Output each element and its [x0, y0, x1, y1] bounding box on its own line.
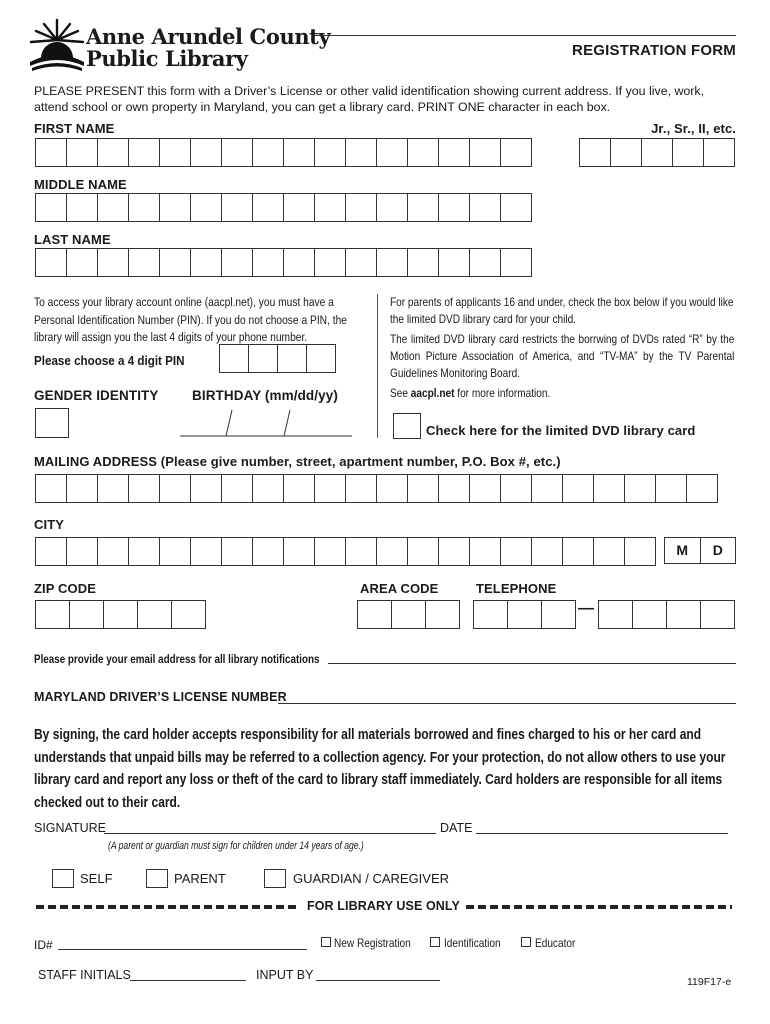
character-box[interactable]: [438, 474, 470, 503]
character-box[interactable]: [314, 248, 346, 277]
agreement-text: By signing, the card holder accepts responsibility for all materials borrowed and fines charged to his or her card and understands that unpaid bills may be referred to a collection agency. For your protection, do not allow others to use your library card and report any loss or theft of the card to library staff immediately. Card holders are responsible for all items checked out to their card.: [34, 727, 726, 811]
area-code-boxes[interactable]: [357, 600, 460, 629]
character-box[interactable]: [345, 193, 377, 222]
signature-label: SIGNATURE: [34, 821, 106, 835]
pin-label: Please choose a 4 digit PIN: [34, 354, 185, 368]
character-box[interactable]: [35, 537, 67, 566]
character-box[interactable]: [128, 537, 160, 566]
email-input-line[interactable]: [328, 663, 736, 664]
last-name-label: LAST NAME: [34, 232, 111, 247]
character-box[interactable]: [159, 248, 191, 277]
character-box[interactable]: [128, 248, 160, 277]
character-box[interactable]: [500, 248, 532, 277]
drivers-license-label: MARYLAND DRIVER’S LICENSE NUMBER: [34, 690, 287, 704]
character-box[interactable]: [438, 537, 470, 566]
column-divider: [377, 294, 378, 438]
character-box[interactable]: [66, 248, 98, 277]
character-box[interactable]: [407, 474, 439, 503]
character-box[interactable]: [306, 344, 336, 373]
character-box[interactable]: [531, 537, 563, 566]
character-box[interactable]: [666, 600, 701, 629]
character-box[interactable]: [562, 474, 594, 503]
id-line[interactable]: [58, 949, 307, 950]
character-box[interactable]: [35, 138, 67, 167]
guardian-label: GUARDIAN / CAREGIVER: [293, 871, 450, 886]
character-box[interactable]: [438, 193, 470, 222]
character-box[interactable]: [35, 193, 67, 222]
library-name-line2: Public Library: [86, 46, 248, 71]
character-box[interactable]: [598, 600, 633, 629]
phone-dash: —: [578, 600, 594, 617]
dvd-info-2: The limited DVD library card restricts the borrwing of DVDs rated “R” by the Motion Picture Association of America, and “TV-MA” by the TV Parental Guidelines Monitoring Board.: [390, 332, 735, 380]
character-box[interactable]: [500, 193, 532, 222]
character-box[interactable]: [219, 344, 249, 373]
character-box[interactable]: [686, 474, 718, 503]
character-box[interactable]: [425, 600, 460, 629]
character-box[interactable]: [407, 537, 439, 566]
character-box[interactable]: [283, 474, 315, 503]
educator-checkbox[interactable]: [521, 937, 531, 947]
input-by-line[interactable]: [316, 980, 440, 981]
character-box[interactable]: [221, 138, 253, 167]
character-box[interactable]: [66, 193, 98, 222]
character-box[interactable]: [610, 138, 642, 167]
character-box[interactable]: [252, 474, 284, 503]
date-label: DATE: [440, 821, 473, 835]
character-box[interactable]: [221, 537, 253, 566]
middle-name-boxes[interactable]: [35, 193, 532, 222]
new-registration-label: New Registration: [334, 936, 411, 950]
pin-info: To access your library account online (aacpl.net), you must have a Personal Identification Number (PIN). If you do not choose a PIN, the library will assign you the last 4 digits of your phone number.: [34, 295, 347, 344]
character-box[interactable]: [190, 138, 222, 167]
character-box[interactable]: [190, 537, 222, 566]
library-logo-icon: [26, 18, 88, 76]
dvd-card-check-label: Check here for the limited DVD library card: [426, 423, 696, 438]
character-box[interactable]: [438, 248, 470, 277]
mailing-address-label: MAILING ADDRESS (Please give number, street, apartment number, P.O. Box #, etc.): [34, 454, 561, 469]
character-box[interactable]: [97, 193, 129, 222]
character-box[interactable]: [159, 474, 191, 503]
state-d: D: [712, 542, 723, 558]
character-box[interactable]: [624, 537, 656, 566]
header-rule: [314, 35, 736, 36]
character-box[interactable]: [190, 248, 222, 277]
signature-note: (A parent or guardian must sign for children under 14 years of age.): [108, 840, 364, 852]
character-box[interactable]: [252, 193, 284, 222]
character-box[interactable]: [541, 600, 576, 629]
input-by-label: INPUT BY: [256, 968, 314, 982]
divider-dots-left: [36, 905, 298, 909]
character-box[interactable]: [190, 193, 222, 222]
character-box[interactable]: [469, 474, 501, 503]
staff-initials-line[interactable]: [130, 980, 246, 981]
character-box[interactable]: [469, 193, 501, 222]
educator-label: Educator: [535, 936, 576, 950]
dvd-see: [390, 386, 550, 400]
identification-checkbox[interactable]: [430, 937, 440, 947]
character-box[interactable]: [137, 600, 172, 629]
last-name-boxes[interactable]: [35, 248, 532, 277]
library-name: [86, 26, 330, 70]
character-box[interactable]: [97, 537, 129, 566]
character-box[interactable]: [376, 193, 408, 222]
character-box[interactable]: [500, 537, 532, 566]
self-checkbox[interactable]: [52, 869, 74, 888]
character-box[interactable]: [500, 138, 532, 167]
character-box[interactable]: [128, 138, 160, 167]
character-box[interactable]: [593, 537, 625, 566]
phone-line-boxes[interactable]: [598, 600, 735, 629]
character-box[interactable]: [391, 600, 426, 629]
zip-code-boxes[interactable]: [35, 600, 206, 629]
character-box[interactable]: [66, 138, 98, 167]
state-m: M: [665, 538, 701, 563]
character-box[interactable]: [469, 248, 501, 277]
character-box[interactable]: [283, 537, 315, 566]
character-box[interactable]: [314, 193, 346, 222]
character-box[interactable]: [624, 474, 656, 503]
character-box[interactable]: [97, 248, 129, 277]
library-name-line1: Anne Arundel County: [86, 24, 331, 49]
character-box[interactable]: [641, 138, 673, 167]
character-box[interactable]: [159, 537, 191, 566]
city-label: CITY: [34, 517, 65, 532]
character-box[interactable]: [376, 474, 408, 503]
character-box[interactable]: [252, 248, 284, 277]
character-box[interactable]: [35, 248, 67, 277]
character-box[interactable]: [562, 537, 594, 566]
character-box[interactable]: [283, 248, 315, 277]
form-title: REGISTRATION FORM: [572, 42, 736, 59]
date-line[interactable]: [476, 833, 728, 834]
intro-text: PLEASE PRESENT this form with a Driver’s License or other valid identification showing current address. If you live, work, attend school or own property in Maryland, you can get a library card. PRINT ONE character in each box.: [34, 84, 705, 114]
character-box[interactable]: [345, 474, 377, 503]
staff-initials-label: STAFF INITIALS: [38, 968, 131, 982]
aacpl-link[interactable]: aacpl.net: [410, 386, 455, 400]
character-box[interactable]: [345, 248, 377, 277]
character-box[interactable]: [407, 138, 439, 167]
character-box[interactable]: [531, 474, 563, 503]
character-box[interactable]: [672, 138, 704, 167]
middle-name-label: MIDDLE NAME: [34, 177, 127, 192]
character-box[interactable]: [159, 138, 191, 167]
first-name-label: FIRST NAME: [34, 121, 115, 136]
character-box[interactable]: [469, 138, 501, 167]
character-box[interactable]: [314, 138, 346, 167]
drivers-license-input-line[interactable]: [278, 703, 736, 704]
id-label: ID#: [34, 938, 53, 952]
character-box[interactable]: [277, 344, 307, 373]
form-code: 119F17-e: [687, 976, 732, 988]
dvd-see-prefix: See: [390, 386, 408, 400]
suffix-boxes[interactable]: [579, 138, 735, 167]
telephone-label: TELEPHONE: [476, 581, 557, 596]
gender-label: GENDER IDENTITY: [34, 388, 159, 403]
character-box[interactable]: [171, 600, 206, 629]
guardian-checkbox[interactable]: [264, 869, 286, 888]
character-box[interactable]: [700, 600, 735, 629]
signature-line[interactable]: [104, 833, 436, 834]
identification-label: Identification: [444, 936, 501, 950]
zip-code-label: ZIP CODE: [34, 581, 96, 596]
character-box[interactable]: [703, 138, 735, 167]
character-box[interactable]: [159, 193, 191, 222]
state-field: [664, 537, 736, 564]
phone-prefix-boxes[interactable]: [473, 600, 576, 629]
first-name-boxes[interactable]: [35, 138, 532, 167]
character-box[interactable]: [632, 600, 667, 629]
dvd-see-suffix: for more information.: [457, 386, 551, 400]
character-box[interactable]: [469, 537, 501, 566]
character-box[interactable]: [376, 537, 408, 566]
parent-checkbox[interactable]: [146, 869, 168, 888]
character-box[interactable]: [252, 138, 284, 167]
library-use-heading: FOR LIBRARY USE ONLY: [307, 899, 460, 913]
character-box[interactable]: [376, 248, 408, 277]
character-box[interactable]: [128, 193, 160, 222]
city-boxes[interactable]: [35, 537, 656, 566]
character-box[interactable]: [507, 600, 542, 629]
character-box[interactable]: [593, 474, 625, 503]
character-box[interactable]: [35, 474, 67, 503]
character-box[interactable]: [69, 600, 104, 629]
birthday-label: BIRTHDAY (mm/dd/yy): [192, 388, 338, 403]
character-box[interactable]: [66, 537, 98, 566]
character-box[interactable]: [314, 474, 346, 503]
character-box[interactable]: [407, 193, 439, 222]
character-box[interactable]: [376, 138, 408, 167]
parent-label: PARENT: [174, 871, 226, 886]
character-box[interactable]: [579, 138, 611, 167]
character-box[interactable]: [345, 537, 377, 566]
email-label: Please provide your email address for all library notifications: [34, 652, 320, 666]
character-box[interactable]: [345, 138, 377, 167]
dvd-card-checkbox[interactable]: [393, 413, 421, 439]
character-box[interactable]: [103, 600, 138, 629]
area-code-label: AREA CODE: [360, 581, 439, 596]
character-box[interactable]: [221, 193, 253, 222]
character-box[interactable]: [283, 193, 315, 222]
character-box[interactable]: [357, 600, 392, 629]
character-box[interactable]: [35, 600, 70, 629]
character-box[interactable]: [66, 474, 98, 503]
self-label: SELF: [80, 871, 113, 886]
character-box[interactable]: [655, 474, 687, 503]
character-box[interactable]: [500, 474, 532, 503]
character-box[interactable]: [473, 600, 508, 629]
dvd-info-1: For parents of applicants 16 and under, check the box below if you would like the limited DVD library card for your child.: [390, 295, 734, 326]
birthday-field[interactable]: [180, 409, 352, 439]
pin-boxes[interactable]: [219, 344, 336, 373]
divider-dots-right: [466, 905, 732, 909]
character-box[interactable]: [248, 344, 278, 373]
character-box[interactable]: [128, 474, 160, 503]
gender-box[interactable]: [35, 408, 69, 438]
character-box[interactable]: [438, 138, 470, 167]
mailing-address-boxes[interactable]: [35, 474, 718, 503]
character-box[interactable]: [283, 138, 315, 167]
character-box[interactable]: [407, 248, 439, 277]
character-box[interactable]: [221, 248, 253, 277]
character-box[interactable]: [190, 474, 222, 503]
suffix-label: Jr., Sr., II, etc.: [651, 121, 736, 136]
character-box[interactable]: [221, 474, 253, 503]
character-box[interactable]: [97, 138, 129, 167]
character-box[interactable]: [252, 537, 284, 566]
new-registration-checkbox[interactable]: [321, 937, 331, 947]
character-box[interactable]: [314, 537, 346, 566]
character-box[interactable]: [97, 474, 129, 503]
